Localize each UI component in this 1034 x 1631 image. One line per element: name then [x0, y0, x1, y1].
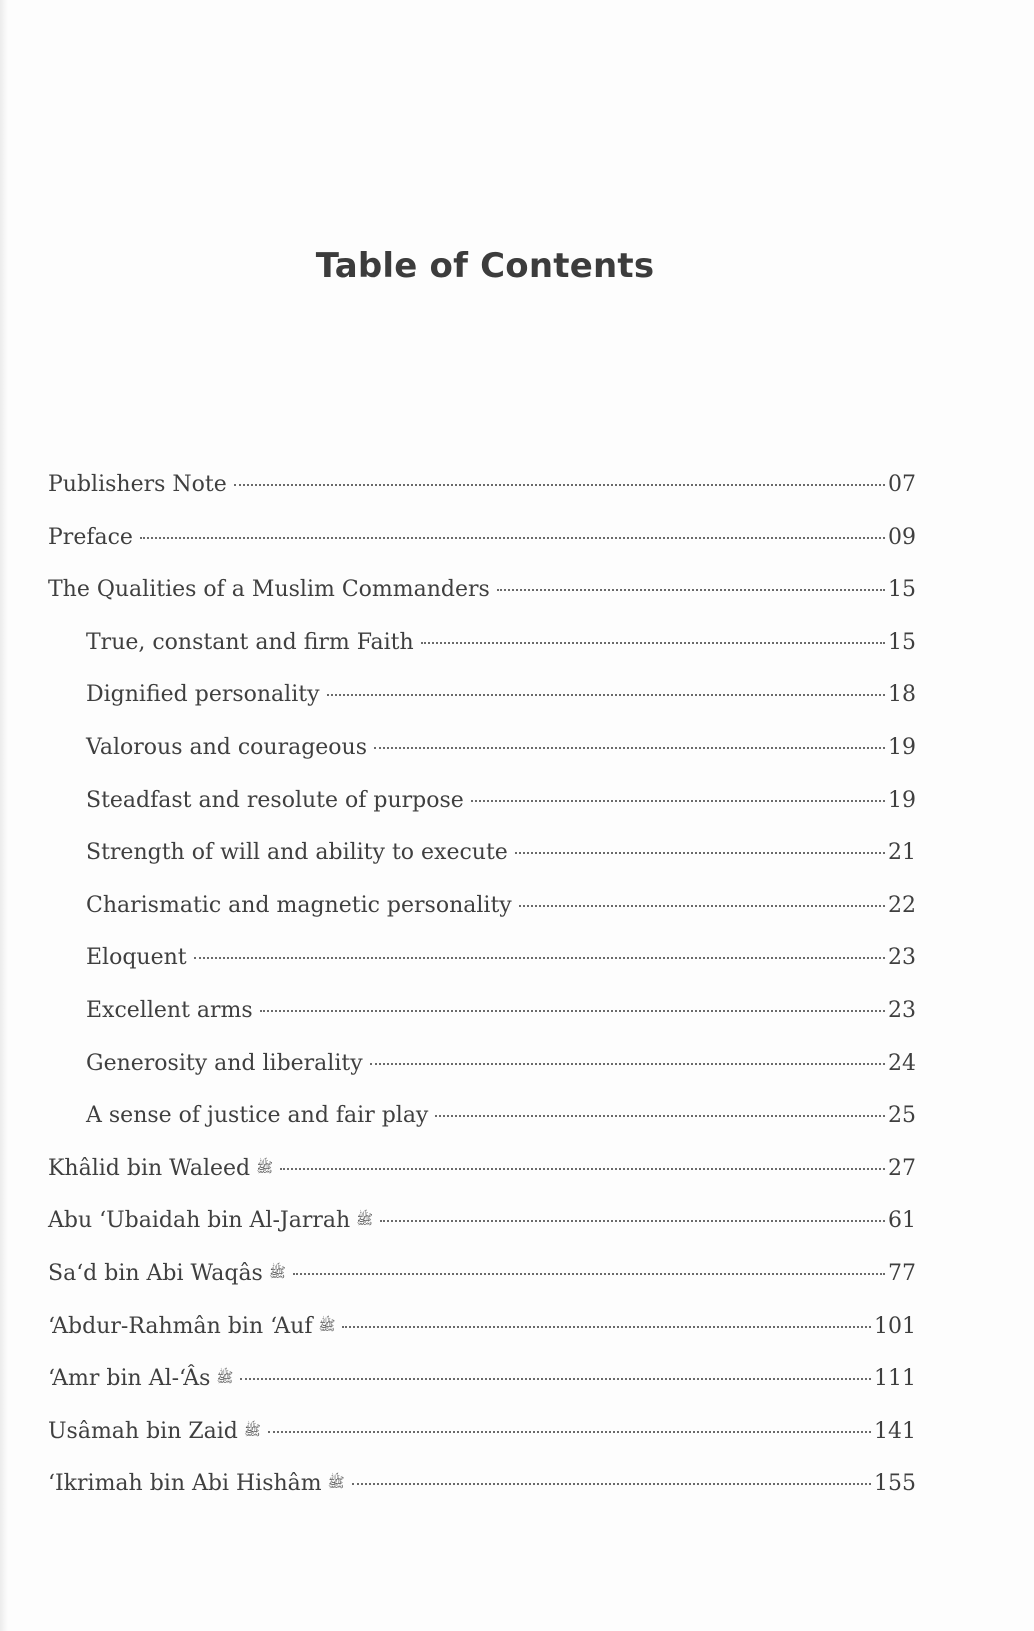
toc-entry[interactable] [48, 1469, 916, 1522]
toc-entry-label: ‘Abdur-Rahmân bin ‘Auf ﷺ [48, 1313, 336, 1339]
dot-leader [293, 1272, 885, 1275]
dot-leader [240, 1377, 871, 1380]
toc-entry-page-number: 101 [874, 1313, 916, 1339]
toc-entry-page-number: 18 [888, 682, 916, 708]
toc-entry-page-number: 19 [888, 787, 916, 813]
dot-leader [194, 956, 885, 959]
toc-entry-page-number: 15 [888, 577, 916, 603]
toc-entry[interactable] [48, 1154, 916, 1207]
toc-entry-page-number: 19 [888, 734, 916, 760]
toc-entry-label: Eloquent [86, 945, 187, 971]
toc-entry-label: Generosity and liberality [86, 1050, 363, 1076]
toc-entry[interactable] [48, 1312, 916, 1365]
toc-entry-label: Dignified personality [86, 682, 320, 708]
toc-entry-page-number: 22 [888, 892, 916, 918]
toc-entry-label: The Qualities of a Muslim Commanders [48, 577, 490, 603]
toc-entry[interactable] [48, 575, 916, 628]
toc-entry-label: Valorous and courageous [86, 734, 368, 760]
toc-entry-page-number: 07 [888, 472, 916, 497]
toc-entry-page-number: 27 [888, 1155, 916, 1181]
dot-leader [280, 1167, 885, 1170]
honorific-icon: ﷺ [356, 1212, 374, 1229]
toc-entry[interactable] [48, 733, 916, 786]
toc-entry[interactable] [48, 786, 916, 839]
toc-entry-page-number: 15 [888, 629, 916, 655]
honorific-icon: ﷺ [318, 1317, 336, 1334]
toc-entry-page-number: 23 [888, 997, 916, 1023]
honorific-icon: ﷺ [268, 1264, 286, 1281]
toc-entry-label: Strength of will and ability to execute [86, 840, 508, 866]
toc-entry-label: Excellent arms [86, 997, 253, 1023]
toc-entry-label: Preface [48, 524, 133, 550]
toc-entry[interactable] [48, 943, 916, 996]
toc-entry-page-number: 61 [888, 1208, 916, 1234]
toc-entry[interactable] [48, 996, 916, 1049]
toc-entry[interactable] [48, 1417, 916, 1470]
toc-entry-label: ‘Amr bin Al-‘Âs ﷺ [48, 1366, 234, 1392]
toc-entry[interactable] [48, 1101, 916, 1154]
toc-entry-label: Charismatic and magnetic personality [86, 892, 512, 918]
toc-entry-label: Abu ‘Ubaidah bin Al-Jarrah ﷺ [48, 1208, 374, 1234]
toc-entry-label: Usâmah bin Zaid ﷺ [48, 1418, 261, 1444]
dot-leader [421, 641, 885, 644]
toc-entry-page-number: 77 [888, 1260, 916, 1286]
dot-leader [140, 536, 885, 539]
toc-entry-page-number: 24 [888, 1050, 916, 1076]
dot-leader [370, 1062, 885, 1065]
dot-leader [519, 904, 885, 907]
toc-entry[interactable] [48, 628, 916, 681]
honorific-icon: ﷺ [327, 1475, 345, 1492]
toc-entry[interactable] [48, 1206, 916, 1259]
toc-entry[interactable] [48, 1049, 916, 1102]
honorific-icon: ﷺ [216, 1370, 234, 1387]
toc-entry-page-number: 25 [888, 1103, 916, 1129]
toc-entry[interactable] [48, 1259, 916, 1312]
dot-leader [342, 1325, 871, 1328]
toc-entry[interactable] [48, 1364, 916, 1417]
toc-entry-label: True, constant and firm Faith [86, 629, 414, 655]
dot-leader [260, 1009, 885, 1012]
honorific-icon: ﷺ [243, 1422, 261, 1439]
dot-leader [497, 588, 885, 591]
toc-entry-page-number: 21 [888, 840, 916, 866]
toc-entry[interactable] [48, 680, 916, 733]
toc-entry-page-number: 09 [888, 524, 916, 550]
toc-entry-page-number: 155 [874, 1471, 916, 1497]
dot-leader [234, 483, 885, 486]
page-edge-shadow [0, 0, 8, 1631]
dot-leader [327, 693, 885, 696]
toc-entry-label: A sense of justice and fair play [86, 1103, 429, 1129]
toc-entry[interactable] [48, 891, 916, 944]
toc-entry-page-number: 23 [888, 945, 916, 971]
dot-leader [471, 799, 885, 802]
toc-entry[interactable] [48, 523, 916, 576]
dot-leader [380, 1219, 885, 1222]
toc-entry[interactable] [48, 838, 916, 891]
table-of-contents [48, 470, 916, 1522]
toc-entry-label: Steadfast and resolute of purpose [86, 787, 464, 813]
dot-leader [435, 1114, 885, 1117]
page-title: Table of Contents [315, 246, 655, 286]
toc-entry[interactable] [48, 470, 916, 523]
dot-leader [352, 1482, 871, 1485]
toc-entry-page-number: 111 [874, 1366, 916, 1392]
honorific-icon: ﷺ [256, 1159, 274, 1176]
dot-leader [268, 1430, 871, 1433]
toc-entry-label: Khâlid bin Waleed ﷺ [48, 1155, 274, 1181]
toc-entry-page-number: 141 [874, 1418, 916, 1444]
toc-entry-label: ‘Ikrimah bin Abi Hishâm ﷺ [48, 1471, 345, 1497]
dot-leader [374, 746, 885, 749]
dot-leader [515, 851, 885, 854]
toc-entry-label: Publishers Note [48, 472, 227, 497]
toc-entry-label: Sa‘d bin Abi Waqâs ﷺ [48, 1260, 286, 1286]
